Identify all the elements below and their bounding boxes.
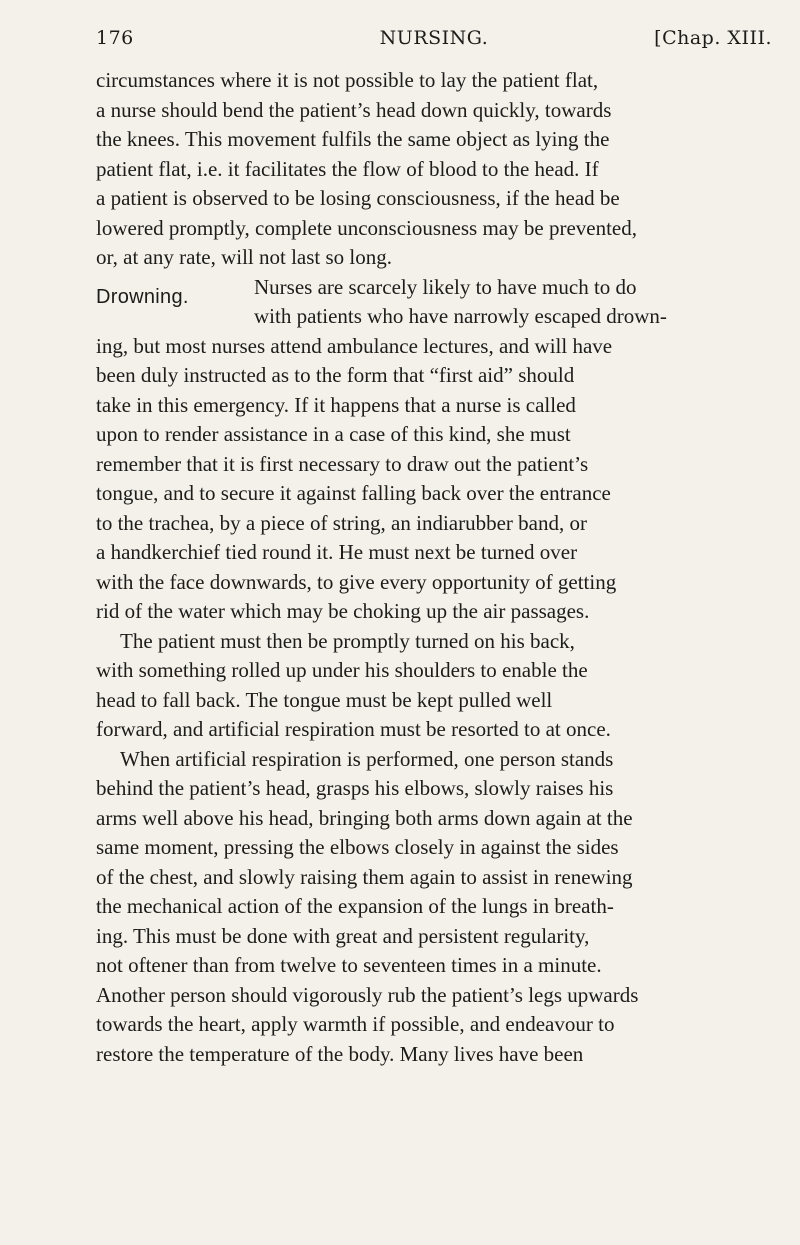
text-line-content: to the trachea, by a piece of string, an indiarubber band, or	[96, 510, 587, 535]
text-line-content: or, at any rate, will not last so long.	[96, 245, 393, 269]
text-line-content: patient flat, i.e. it facilitates the flow of blood to the head. If	[96, 156, 599, 181]
running-title: NURSING.	[379, 27, 489, 49]
text-line	[96, 627, 772, 657]
text-line-content: not oftener than from twelve to seventeen times in a minute.	[96, 953, 602, 977]
text-line	[96, 302, 772, 332]
text-line	[96, 155, 772, 185]
text-line	[96, 804, 772, 834]
text-line-content: restore the temperature of the body. Many lives have been	[96, 1041, 584, 1066]
text-line	[96, 125, 772, 155]
running-header	[96, 26, 772, 56]
text-line	[96, 597, 772, 627]
text-line-content: with the face downwards, to give every opportunity of getting	[96, 569, 617, 594]
text-line-content: arms well above his head, bringing both arms down again at the	[96, 805, 633, 830]
text-line	[96, 391, 772, 421]
text-line	[96, 892, 772, 922]
text-line	[96, 922, 772, 952]
text-line	[96, 214, 772, 244]
text-line-content: upon to render assistance in a case of this kind, she must	[96, 422, 571, 446]
page-number: 176	[96, 27, 134, 49]
body-text	[96, 66, 772, 1069]
text-line-content: lowered promptly, complete unconsciousness may be prevented,	[96, 215, 637, 240]
text-line	[96, 450, 772, 480]
text-line	[96, 1040, 772, 1070]
text-line-content: When artificial respiration is performed, one person stands	[120, 746, 614, 771]
text-line	[96, 538, 772, 568]
text-line-content: The patient must then be promptly turned on his back,	[120, 628, 575, 653]
text-line	[96, 420, 772, 450]
text-line-content: behind the patient’s head, grasps his elbows, slowly raises his	[96, 776, 614, 800]
text-line-content: with patients who have narrowly escaped drown-	[254, 304, 667, 328]
text-line-content: a nurse should bend the patient’s head down quickly, towards	[96, 97, 612, 122]
text-line-content: ing. This must be done with great and persistent regularity,	[96, 923, 590, 948]
text-line	[96, 745, 772, 775]
text-line-content: remember that it is first necessary to draw out the patient’s	[96, 451, 589, 476]
text-line	[96, 509, 772, 539]
text-line	[96, 686, 772, 716]
text-line-content: the knees. This movement fulfils the same object as lying the	[96, 127, 610, 151]
text-line-content: Another person should vigorously rub the patient’s legs upwards	[96, 982, 639, 1007]
text-line-content: forward, and artificial respiration must be resorted to at once.	[96, 717, 611, 741]
text-line	[96, 479, 772, 509]
chapter-reference: [Chap. XIII.	[654, 27, 772, 49]
margin-sidenote: Drowning.	[96, 286, 189, 308]
text-line-content: a patient is observed to be losing consciousness, if the head be	[96, 186, 620, 210]
text-line	[96, 243, 772, 273]
text-line-content: same moment, pressing the elbows closely in against the sides	[96, 835, 619, 859]
text-line-content: been duly instructed as to the form that “first aid” should	[96, 363, 575, 387]
text-line	[96, 1010, 772, 1040]
text-line-content: tongue, and to secure it against falling back over the entrance	[96, 481, 611, 505]
text-line	[96, 863, 772, 893]
text-line	[96, 715, 772, 745]
text-line	[96, 332, 772, 362]
text-line	[96, 774, 772, 804]
text-line	[96, 568, 772, 598]
text-line	[96, 833, 772, 863]
text-line-content: of the chest, and slowly raising them again to assist in renewing	[96, 864, 633, 889]
text-line-content: rid of the water which may be choking up the air passages.	[96, 599, 590, 623]
text-line-content: towards the heart, apply warmth if possible, and endeavour to	[96, 1012, 615, 1036]
text-line-content: circumstances where it is not possible to lay the patient flat,	[96, 68, 599, 92]
text-line	[96, 951, 772, 981]
text-line	[96, 184, 772, 214]
text-line	[96, 66, 772, 96]
text-line	[96, 361, 772, 391]
text-line-content: take in this emergency. If it happens that a nurse is called	[96, 392, 576, 417]
text-line	[96, 981, 772, 1011]
text-line	[96, 273, 772, 303]
text-line-content: ing, but most nurses attend ambulance lectures, and will have	[96, 333, 613, 358]
text-line-content: Nurses are scarcely likely to have much to do	[254, 274, 637, 299]
text-line-content: a handkerchief tied round it. He must next be turned over	[96, 540, 578, 564]
text-line-content: head to fall back. The tongue must be kept pulled well	[96, 687, 553, 712]
text-line	[96, 96, 772, 126]
text-line-content: the mechanical action of the expansion of the lungs in breath-	[96, 894, 614, 918]
text-line	[96, 656, 772, 686]
text-line-content: with something rolled up under his shoulders to enable the	[96, 658, 588, 682]
